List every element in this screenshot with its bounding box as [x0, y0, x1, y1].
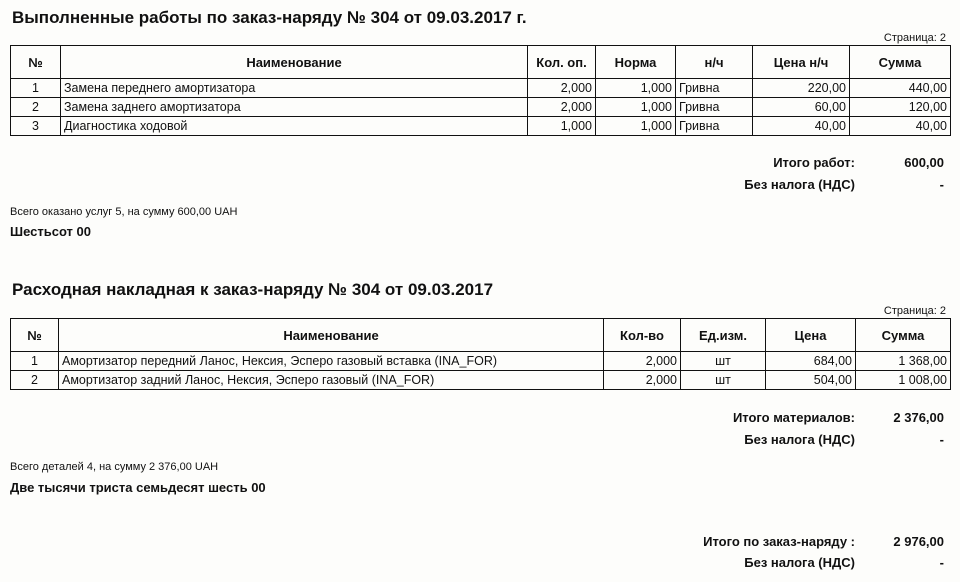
grand-vat-label: Без налога (НДС)	[744, 555, 855, 570]
cell-sum: 40,00	[850, 117, 951, 136]
col-number: №	[11, 319, 59, 352]
grand-vat-value: -	[939, 555, 944, 570]
materials-vat-label: Без налога (НДС)	[744, 432, 855, 447]
col-norm: Норма	[596, 46, 676, 79]
works-table	[10, 45, 951, 136]
col-price: Цена н/ч	[753, 46, 850, 79]
cell-unit: шт	[681, 352, 766, 371]
cell-number: 2	[11, 371, 59, 390]
cell-norm: 1,000	[596, 117, 676, 136]
cell-name: Замена заднего амортизатора	[61, 98, 528, 117]
works-vat-label: Без налога (НДС)	[744, 177, 855, 192]
table-row	[11, 371, 951, 390]
cell-number: 3	[11, 117, 61, 136]
col-sum: Сумма	[856, 319, 951, 352]
grand-total-value: 2 976,00	[893, 534, 944, 549]
cell-qty: 2,000	[528, 79, 596, 98]
cell-qty: 2,000	[604, 352, 681, 371]
cell-price: 684,00	[766, 352, 856, 371]
materials-summary: Всего деталей 4, на сумму 2 376,00 UAH	[10, 461, 219, 473]
cell-unit: шт	[681, 371, 766, 390]
col-sum: Сумма	[850, 46, 951, 79]
materials-title: Расходная накладная к заказ-наряду № 304 от 09.03.2017	[12, 280, 494, 299]
cell-name: Замена переднего амортизатора	[61, 79, 528, 98]
works-header-row	[11, 46, 951, 79]
materials-page-label: Страница: 2	[883, 305, 946, 317]
cell-name: Амортизатор передний Ланос, Нексия, Эсперо газовый вставка (INA_FOR)	[59, 352, 604, 371]
cell-qty: 1,000	[528, 117, 596, 136]
cell-sum: 440,00	[850, 79, 951, 98]
col-qty: Кол. оп.	[528, 46, 596, 79]
materials-total-label: Итого материалов:	[732, 410, 855, 425]
works-title: Выполненные работы по заказ-наряду № 304 от 09.03.2017 г.	[12, 8, 527, 27]
cell-sum: 1 008,00	[856, 371, 951, 390]
works-total-value: 600,00	[904, 155, 944, 170]
materials-vat-value: -	[939, 432, 944, 447]
cell-qty: 2,000	[604, 371, 681, 390]
cell-norm: 1,000	[596, 98, 676, 117]
cell-sum: 1 368,00	[856, 352, 951, 371]
col-unit: Ед.изм.	[681, 319, 766, 352]
col-price: Цена	[766, 319, 856, 352]
col-unit: н/ч	[676, 46, 753, 79]
cell-number: 2	[11, 98, 61, 117]
materials-header-row	[11, 319, 951, 352]
cell-unit: Гривна	[676, 117, 753, 136]
cell-qty: 2,000	[528, 98, 596, 117]
works-total-label: Итого работ:	[773, 155, 855, 170]
materials-total-value: 2 376,00	[893, 410, 944, 425]
works-summary: Всего оказано услуг 5, на сумму 600,00 UAH	[10, 206, 238, 218]
table-row	[11, 117, 951, 136]
cell-price: 60,00	[753, 98, 850, 117]
table-row	[11, 79, 951, 98]
cell-unit: Гривна	[676, 79, 753, 98]
cell-sum: 120,00	[850, 98, 951, 117]
cell-unit: Гривна	[676, 98, 753, 117]
works-page-label: Страница: 2	[883, 32, 946, 44]
works-amount-words: Шестьсот 00	[10, 224, 91, 239]
cell-price: 220,00	[753, 79, 850, 98]
grand-total-label: Итого по заказ-наряду :	[703, 534, 855, 549]
cell-name: Диагностика ходовой	[61, 117, 528, 136]
cell-number: 1	[11, 352, 59, 371]
cell-price: 40,00	[753, 117, 850, 136]
cell-number: 1	[11, 79, 61, 98]
cell-norm: 1,000	[596, 79, 676, 98]
col-name: Наименование	[59, 319, 604, 352]
col-qty: Кол-во	[604, 319, 681, 352]
cell-price: 504,00	[766, 371, 856, 390]
col-number: №	[11, 46, 61, 79]
materials-amount-words: Две тысячи триста семьдесят шесть 00	[10, 480, 266, 495]
works-vat-value: -	[939, 177, 944, 192]
table-row	[11, 98, 951, 117]
materials-table	[10, 318, 951, 390]
cell-name: Амортизатор задний Ланос, Нексия, Эсперо газовый (INA_FOR)	[59, 371, 604, 390]
table-row	[11, 352, 951, 371]
col-name: Наименование	[61, 46, 528, 79]
